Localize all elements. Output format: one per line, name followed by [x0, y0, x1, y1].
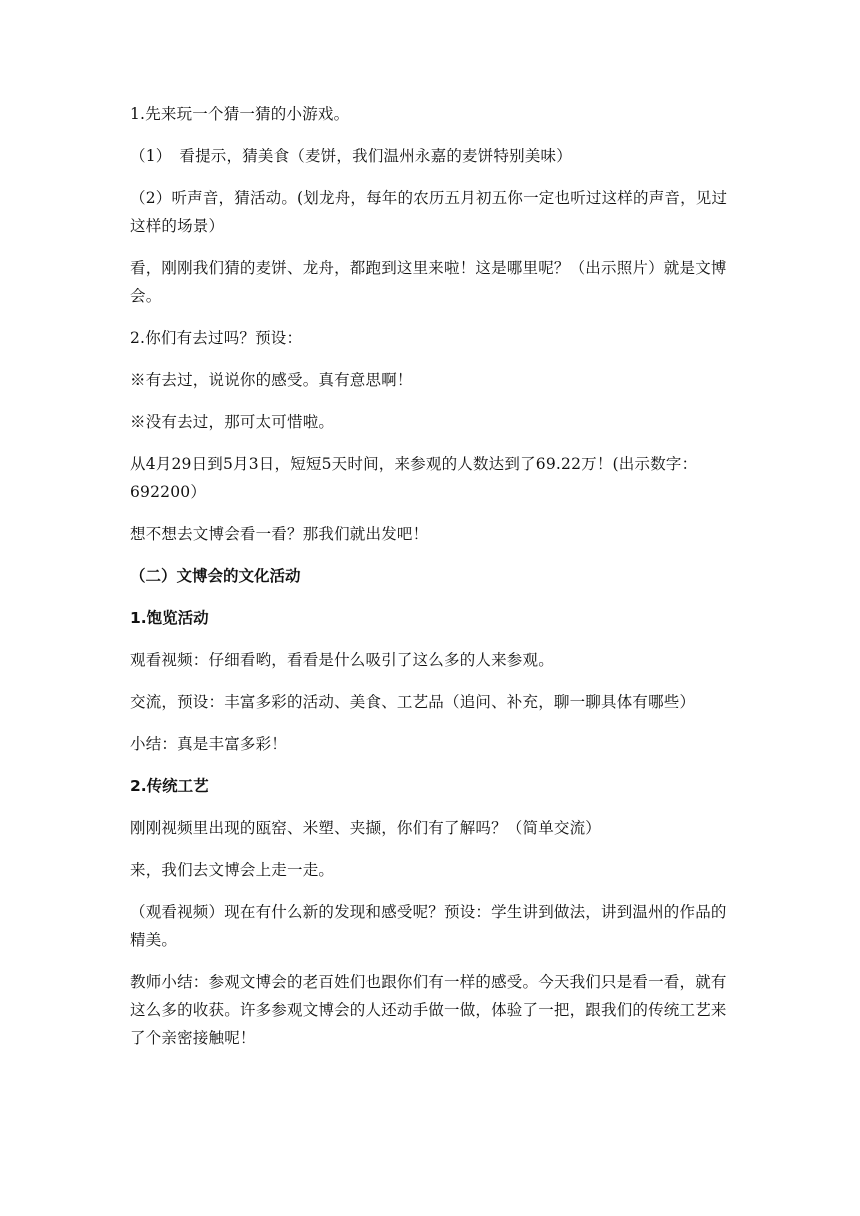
section-heading-cultural-activities: （二）文博会的文化活动: [130, 567, 301, 585]
paragraph-expo-reveal: 看，刚刚我们猜的麦饼、龙舟，都跑到这里来啦！这是哪里呢？（出示照片）就是文博会。: [130, 259, 727, 305]
paragraph-watch-video: 观看视频：仔细看哟，看看是什么吸引了这么多的人来参观。: [130, 651, 554, 669]
subheading-browse-activities: 1.饱览活动: [130, 609, 209, 627]
paragraph-visitor-count: 从4月29日到5月3日，短短5天时间，来参观的人数达到了69.22万！(出示数字：692200）: [130, 455, 698, 501]
document-page: [130, 100, 730, 1066]
paragraph-guess-food: （1） 看提示，猜美食（麦饼，我们温州永嘉的麦饼特别美味）: [130, 147, 572, 165]
paragraph-discussion: 交流，预设：丰富多彩的活动、美食、工艺品（追问、补充，聊一聊具体有哪些）: [130, 693, 696, 711]
paragraph-crafts-question: 刚刚视频里出现的瓯窑、米塑、夹撷，你们有了解吗？（简单交流）: [130, 819, 602, 837]
paragraph-guess-activity: （2）听声音，猜活动。(划龙舟，每年的农历五月初五你一定也听过这样的声音，见过这样的场景）: [130, 189, 728, 235]
paragraph-have-you-been: 2.你们有去过吗？预设：: [130, 329, 303, 347]
paragraph-teacher-summary: 教师小结：参观文博会的老百姓们也跟你们有一样的感受。今天我们只是看一看，就有这么多的收获。许多参观文博会的人还动手做一做，体验了一把，跟我们的传统工艺来了个亲密接触呢！: [130, 973, 727, 1047]
paragraph-summary: 小结：真是丰富多彩！: [130, 735, 288, 753]
paragraph-new-findings: （观看视频）现在有什么新的发现和感受呢？预设：学生讲到做法，讲到温州的作品的精美。: [130, 903, 727, 949]
paragraph-walk-around: 来，我们去文博会上走一走。: [130, 861, 335, 879]
subheading-traditional-crafts: 2.传统工艺: [130, 777, 209, 795]
paragraph-been-yes: ※有去过，说说你的感受。真有意思啊！: [130, 371, 413, 389]
paragraph-lets-go: 想不想去文博会看一看？那我们就出发吧！: [130, 525, 429, 543]
paragraph-been-no: ※没有去过，那可太可惜啦。: [130, 413, 335, 431]
paragraph-game-intro: 1.先来玩一个猜一猜的小游戏。: [130, 105, 350, 123]
